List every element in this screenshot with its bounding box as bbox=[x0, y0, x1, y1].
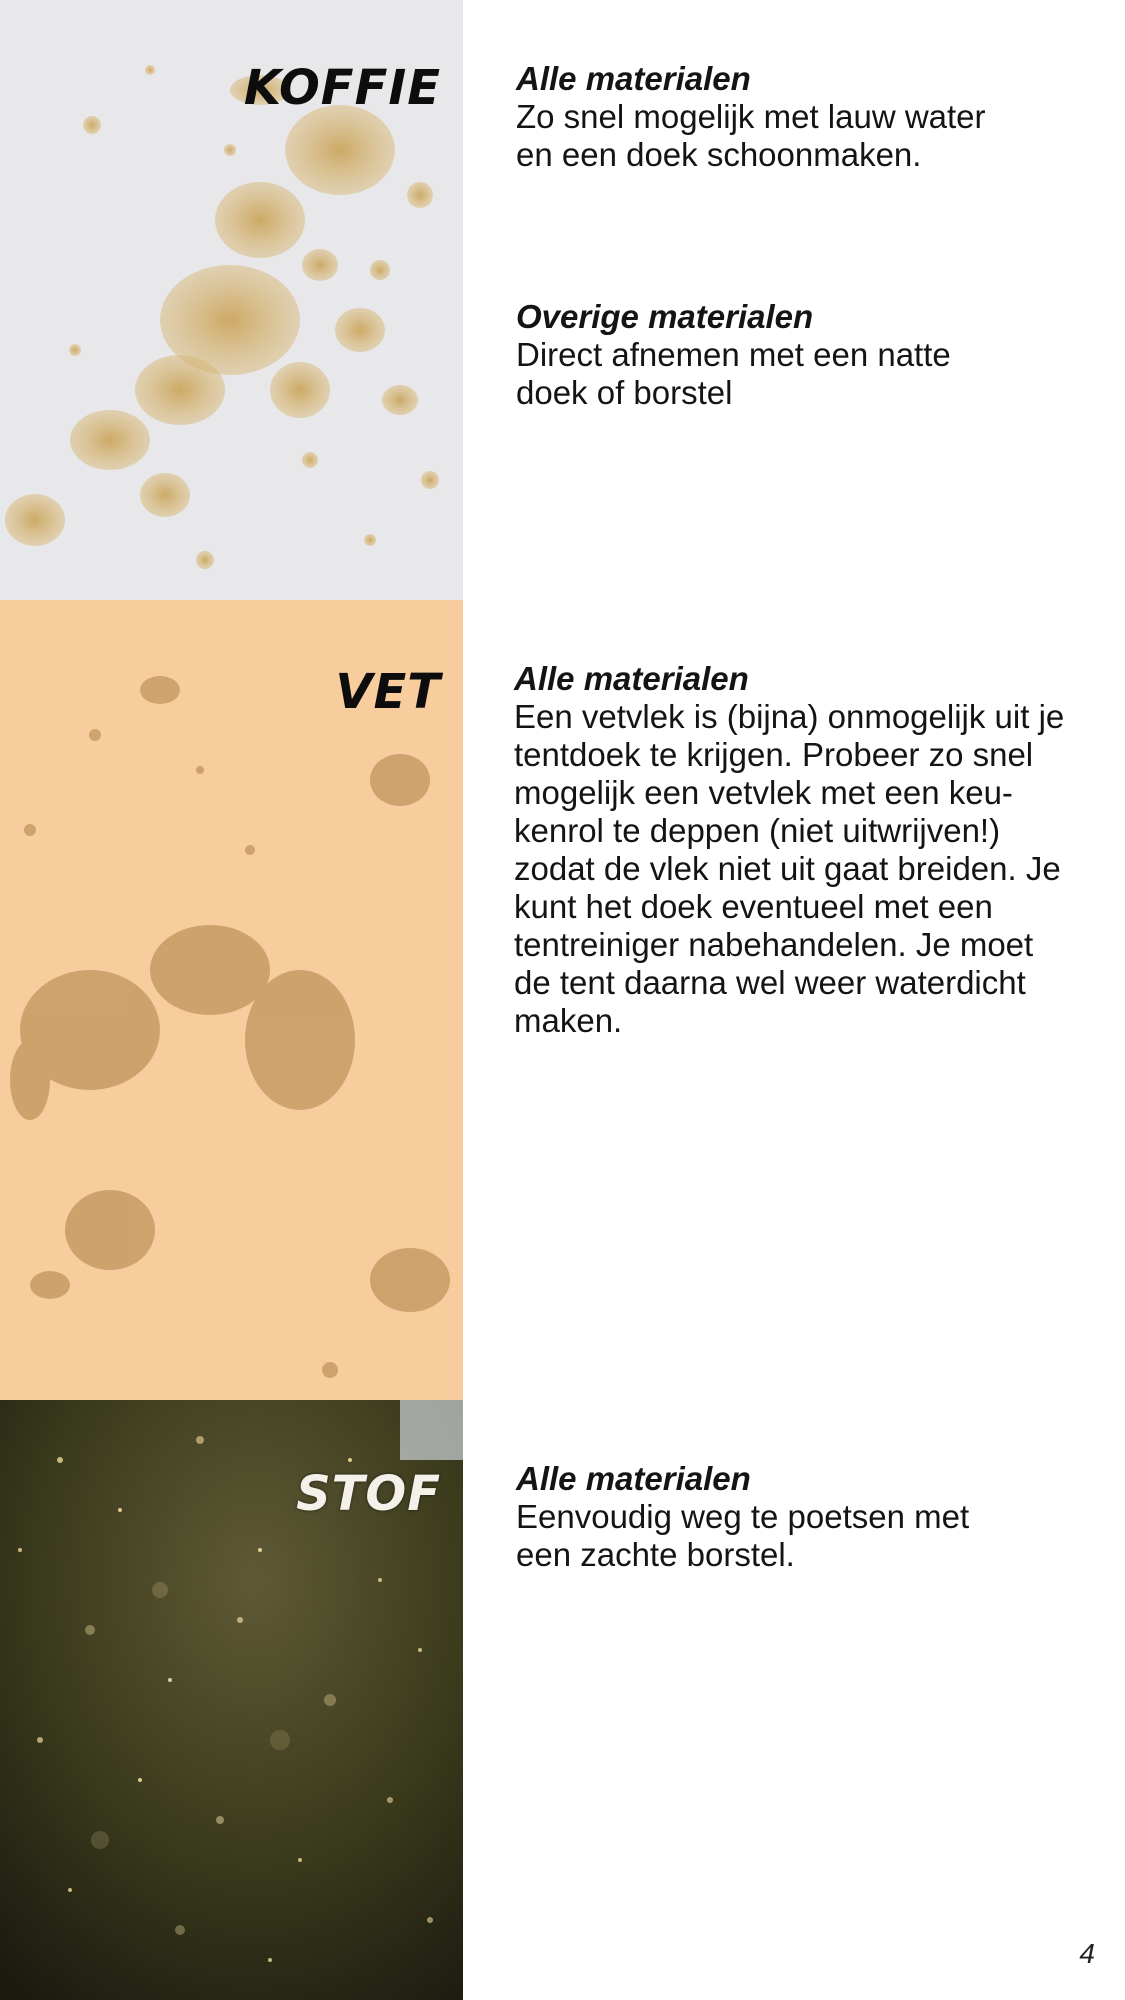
entry-line: zodat de vlek niet uit gaat breiden. Je bbox=[514, 850, 1061, 887]
entry-line: kunt het doek eventueel met een bbox=[514, 888, 993, 925]
section-title-vet: VET bbox=[335, 664, 441, 720]
entry-line: en een doek schoonmaken. bbox=[516, 136, 922, 173]
entry-line: doek of borstel bbox=[516, 374, 733, 411]
grease-stain-texture bbox=[0, 600, 463, 1400]
entry-heading: Alle materialen bbox=[516, 60, 751, 97]
entry-text bbox=[516, 336, 1076, 412]
entry-line: tentreiniger nabehandelen. Je moet bbox=[514, 926, 1034, 963]
entry-line: tentdoek te krijgen. Probeer zo snel bbox=[514, 736, 1034, 773]
coffee-stain-image bbox=[0, 0, 463, 600]
entry-text bbox=[516, 1498, 1076, 1574]
entry-line: Eenvoudig weg te poetsen met bbox=[516, 1498, 970, 1535]
koffie-overige-materialen bbox=[516, 298, 1076, 412]
koffie-alle-materialen bbox=[516, 60, 1076, 174]
entry-line: de tent daarna wel weer waterdicht bbox=[514, 964, 1026, 1001]
entry-line: Zo snel mogelijk met lauw water bbox=[516, 98, 986, 135]
section-title-koffie: KOFFIE bbox=[243, 60, 441, 116]
entry-line: Een vetvlek is (bijna) onmogelijk uit je bbox=[514, 698, 1065, 735]
section-title-stof: STOF bbox=[296, 1466, 441, 1522]
entry-text bbox=[514, 698, 1074, 1040]
vet-alle-materialen bbox=[514, 660, 1074, 1040]
page-number: 4 bbox=[1079, 1938, 1095, 1969]
entry-line: maken. bbox=[514, 1002, 623, 1039]
entry-line: kenrol te deppen (niet uitwrijven!) bbox=[514, 812, 1001, 849]
entry-line: een zachte borstel. bbox=[516, 1536, 795, 1573]
grease-stain-image bbox=[0, 600, 463, 1400]
entry-line: mogelijk een vetvlek met een keu- bbox=[514, 774, 1013, 811]
entry-line: Direct afnemen met een natte bbox=[516, 336, 951, 373]
stof-alle-materialen bbox=[516, 1460, 1076, 1574]
entry-heading: Alle materialen bbox=[516, 1460, 751, 1497]
entry-text bbox=[516, 98, 1076, 174]
dust-image bbox=[0, 1400, 463, 2000]
entry-heading: Overige materialen bbox=[516, 298, 814, 335]
entry-heading: Alle materialen bbox=[514, 660, 749, 697]
